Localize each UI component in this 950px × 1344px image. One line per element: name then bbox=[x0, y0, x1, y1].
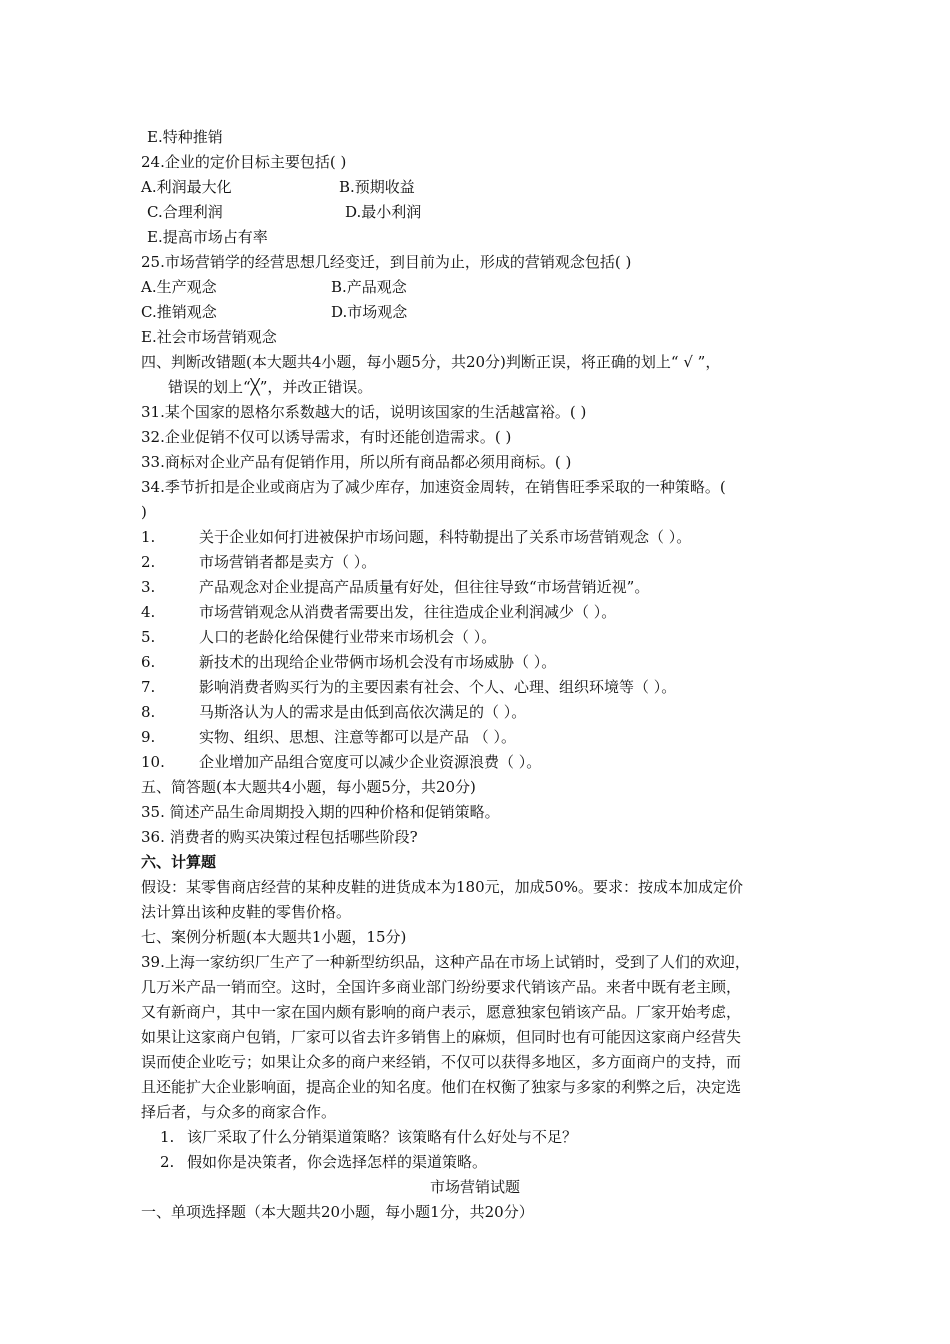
section4-header: 四、判断改错题(本大题共4小题，每小题5分，共20分)判断正误，将正确的划上“ √ ”， bbox=[141, 353, 721, 371]
q25-option-e: E.社会市场营销观念 bbox=[141, 328, 277, 346]
q25-options-cd bbox=[141, 300, 831, 325]
q24-stem: 24.企业的定价目标主要包括( ) bbox=[141, 153, 347, 171]
q25-option-c: C.推销观念 bbox=[141, 303, 217, 321]
q35: 35. 简述产品生命周期投入期的四种价格和促销策略。 bbox=[141, 803, 500, 821]
q25-option-d: D.市场观念 bbox=[331, 303, 408, 321]
q25-options-ab bbox=[141, 275, 831, 300]
judge-item: 4. 市场营销观念从消费者需要出发，往往造成企业利润减少（ ）。 bbox=[141, 603, 617, 621]
judge-item: 7. 影响消费者购买行为的主要因素有社会、个人、心理、组织环境等（ ）。 bbox=[141, 678, 677, 696]
section5-header: 五、简答题(本大题共4小题，每小题5分，共20分) bbox=[141, 778, 476, 796]
q24-option-a: A.利润最大化 bbox=[141, 178, 232, 196]
q25-stem: 25.市场营销学的经营思想几经变迁，到目前为止，形成的营销观念包括( ) bbox=[141, 253, 632, 271]
case-line: 39.上海一家纺织厂生产了一种新型纺织品，这种产品在市场上试销时，受到了人们的欢迎， bbox=[141, 953, 750, 971]
q32: 32.企业促销不仅可以诱导需求，有时还能创造需求。( ) bbox=[141, 428, 512, 446]
case-line: 择后者，与众多的商家合作。 bbox=[141, 1103, 337, 1121]
judge-item: 5. 人口的老龄化给保健行业带来市场机会（ ）。 bbox=[141, 628, 497, 646]
judge-item: 9. 实物、组织、思想、注意等都可以是产品 （ ）。 bbox=[141, 728, 517, 746]
case-line: 几万米产品一销而空。这时，全国许多商业部门纷纷要求代销该产品。来者中既有老主顾， bbox=[141, 978, 742, 996]
q24-options-cd bbox=[147, 200, 837, 225]
q25-option-b: B.产品观念 bbox=[331, 278, 407, 296]
case-line: 又有新商户，其中一家在国内颇有影响的商户表示，愿意独家包销该产品。厂家开始考虑， bbox=[141, 1003, 742, 1021]
case-question: 2. 假如你是决策者，你会选择怎样的渠道策略。 bbox=[160, 1153, 488, 1171]
q24-option-b: B.预期收益 bbox=[339, 178, 415, 196]
section7-header: 七、案例分析题(本大题共1小题，15分) bbox=[141, 928, 407, 946]
section6-header: 六、计算题 bbox=[141, 853, 217, 871]
q33: 33.商标对企业产品有促销作用，所以所有商品都必须用商标。( ) bbox=[141, 453, 572, 471]
q34: 34.季节折扣是企业或商店为了减少库存，加速资金周转，在销售旺季采取的一种策略。( bbox=[141, 478, 726, 496]
calc-line: 假设：某零售商店经营的某种皮鞋的进货成本为180元，加成50%。要求：按成本加成定价 bbox=[141, 878, 743, 896]
judge-item: 6. 新技术的出现给企业带俩市场机会没有市场威胁（ ）。 bbox=[141, 653, 557, 671]
q25-option-a: A.生产观念 bbox=[141, 278, 217, 296]
judge-item: 8. 马斯洛认为人的需求是由低到高依次满足的（ ）。 bbox=[141, 703, 527, 721]
q24-option-d: D.最小利润 bbox=[345, 203, 422, 221]
section4-header-cont: 错误的划上“╳”，并改正错误。 bbox=[168, 378, 373, 396]
next-exam-title: 市场营销试题 bbox=[429, 1178, 520, 1196]
judge-item: 10. 企业增加产品组合宽度可以减少企业资源浪费（ ）。 bbox=[141, 753, 542, 771]
q31: 31.某个国家的恩格尔系数越大的话，说明该国家的生活越富裕。( ) bbox=[141, 403, 587, 421]
q24-option-e: E.提高市场占有率 bbox=[147, 228, 268, 246]
case-line: 且还能扩大企业影响面，提高企业的知名度。他们在权衡了独家与多家的利弊之后，决定选 bbox=[141, 1078, 742, 1096]
q34-cont: ) bbox=[141, 503, 147, 521]
q23-option-e: E.特种推销 bbox=[147, 128, 223, 146]
case-line: 如果让这家商户包销，厂家可以省去许多销售上的麻烦，但同时也有可能因这家商户经营失 bbox=[141, 1028, 742, 1046]
judge-item: 3. 产品观念对企业提高产品质量有好处，但往往导致“市场营销近视”。 bbox=[141, 578, 650, 596]
q24-options-ab bbox=[141, 175, 831, 200]
q36: 36. 消费者的购买决策过程包括哪些阶段? bbox=[141, 828, 418, 846]
judge-item: 1. 关于企业如何打进被保护市场问题，科特勒提出了关系市场营销观念（ ）。 bbox=[141, 528, 692, 546]
case-question: 1. 该厂采取了什么分销渠道策略？该策略有什么好处与不足？ bbox=[160, 1128, 578, 1146]
calc-line: 法计算出该种皮鞋的零售价格。 bbox=[141, 903, 352, 921]
next-section1-header: 一、单项选择题（本大题共20小题，每小题1分，共20分） bbox=[141, 1203, 534, 1221]
case-line: 误而使企业吃亏；如果让众多的商户来经销，不仅可以获得多地区，多方面商户的支持，而 bbox=[141, 1053, 742, 1071]
judge-item: 2. 市场营销者都是卖方（ ）。 bbox=[141, 553, 377, 571]
q24-option-c: C.合理利润 bbox=[147, 203, 223, 221]
